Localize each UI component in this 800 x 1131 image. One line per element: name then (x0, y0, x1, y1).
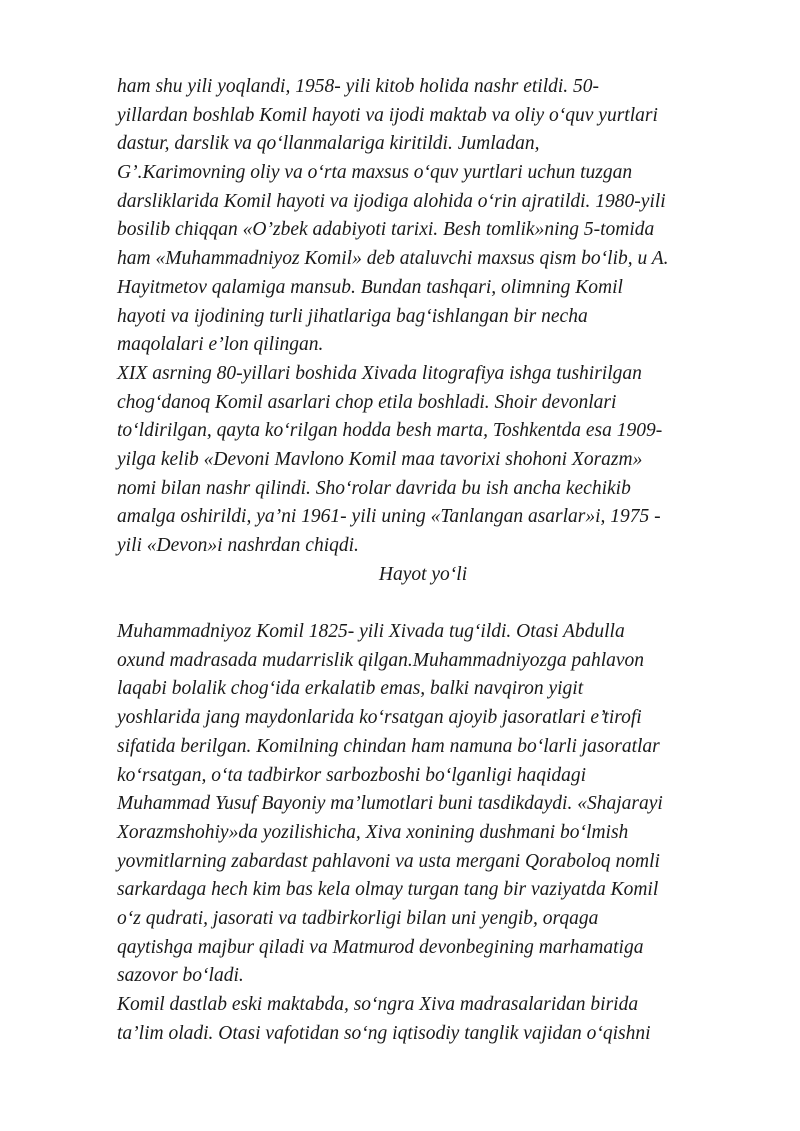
text-line: yoshlarida jang maydonlarida ko‘rsatgan ajoyib jasoratlari e’tirofi (117, 707, 642, 729)
section-heading: Hayot yo‘li (378, 563, 468, 585)
text-line: amalga oshirildi, ya’ni 1961- yili uning «Tanlangan asarlar»i, 1975 - (117, 506, 661, 528)
paragraph-block-1 (117, 73, 729, 561)
text-line: ham «Muhammadniyoz Komil» deb ataluvchi maxsus qism bo‘lib, u A. (117, 248, 669, 270)
text-line: Komil dastlab eski maktabda, so‘ngra Xiva madrasalaridan birida (117, 994, 639, 1015)
paragraph-block-2 (117, 618, 729, 1048)
text-line: G’.Karimovning oliy va o‘rta maxsus o‘quv yurtlari uchun tuzgan (117, 162, 633, 184)
text-line: Hayitmetov qalamiga mansub. Bundan tashqari, olimning Komil (117, 276, 623, 298)
text-line: yovmitlarning zabardast pahlavoni va usta mergani Qoraboloq nomli (117, 850, 660, 872)
text-line: Xorazmshohiy»da yozilishicha, Xiva xonining dushmani bo‘lmish (117, 821, 629, 843)
text-line: qaytishga majbur qiladi va Matmurod devonbegining marhamatiga (117, 936, 644, 958)
text-line: XIX asrning 80-yillari boshida Xivada litografiya ishga tushirilgan (117, 362, 642, 384)
text-line: darsliklarida Komil hayoti va ijodiga alohida o‘rin ajratildi. 1980-yili (117, 190, 666, 212)
text-line: yili «Devon»i nashrdan chiqdi. (117, 535, 359, 556)
blank-line (117, 589, 729, 618)
text-line: sifatida berilgan. Komilning chindan ham namuna bo‘larli jasoratlar (117, 735, 660, 757)
text-line: yilga kelib «Devoni Mavlono Komil maa tavorixi shohoni Xorazm» (117, 448, 643, 470)
text-line: ko‘rsatgan, o‘ta tadbirkor sarbozboshi bo‘lganligi haqidagi (117, 764, 587, 786)
text-line: sarkardaga hech kim bas kela olmay turgan tang bir vaziyatda Komil (117, 879, 659, 901)
text-line: dastur, darslik va qo‘llanmalariga kiritildi. Jumladan, (117, 133, 540, 155)
text-line: oxund madrasada mudarrislik qilgan.Muhammadniyozga pahlavon (117, 649, 645, 671)
text-line: hayoti va ijodining turli jihatlariga bag‘ishlangan bir necha (117, 305, 588, 327)
text-line: sazovor bo‘ladi. (117, 965, 244, 987)
text-line: ham shu yili yoqlandi, 1958- yili kitob holida nashr etildi. 50- (117, 76, 600, 97)
text-line: yillardan boshlab Komil hayoti va ijodi maktab va oliy o‘quv yurtlari (117, 104, 658, 126)
text-line: Muhammad Yusuf Bayoniy ma’lumotlari buni tasdikdaydi. «Shajarayi (117, 793, 663, 815)
text-line: laqabi bolalik chog‘ida erkalatib emas, balki navqiron yigit (117, 678, 584, 700)
text-line: bosilib chiqqan «O’zbek adabiyoti tarixi. Besh tomlik»ning 5-tomida (117, 219, 655, 241)
document-page (117, 73, 729, 1048)
text-line: to‘ldirilgan, qayta ko‘rilgan hodda besh marta, Toshkentda esa 1909- (117, 420, 663, 442)
text-line: o‘z qudrati, jasorati va tadbirkorligi bilan uni yengib, orqaga (117, 907, 599, 929)
text-line: maqolalari e’lon qilingan. (117, 334, 324, 356)
text-line: ta’lim oladi. Otasi vafotidan so‘ng iqtisodiy tanglik vajidan o‘qishni (117, 1022, 651, 1044)
text-line: nomi bilan nashr qilindi. Sho‘rolar davrida bu ish ancha kechikib (117, 477, 631, 499)
text-line: chog‘danoq Komil asarlari chop etila boshladi. Shoir devonlari (117, 391, 617, 413)
text-line: Muhammadniyoz Komil 1825- yili Xivada tug‘ildi. Otasi Abdulla (117, 621, 625, 643)
